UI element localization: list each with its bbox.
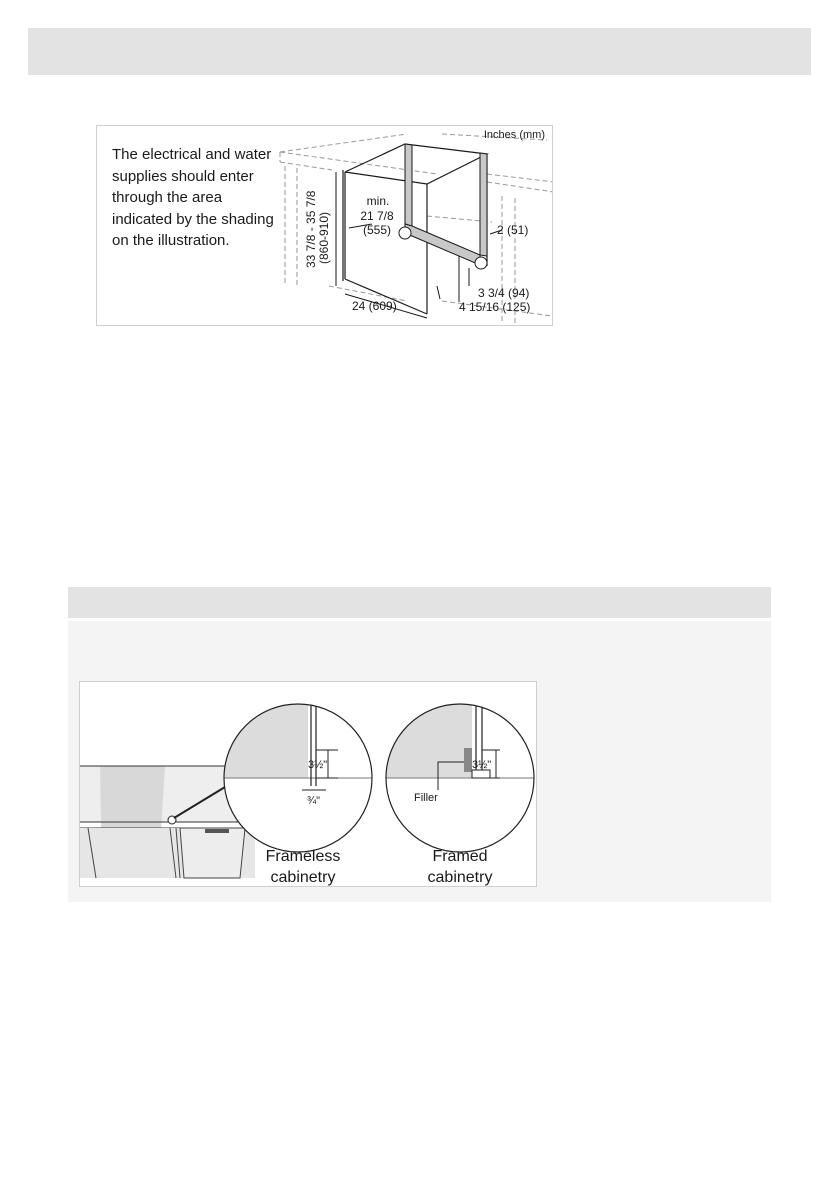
frameless-gap-label: ¾" bbox=[307, 795, 321, 807]
vertical-dimension-label-2: 4 15/16 (125) bbox=[459, 300, 531, 314]
framed-caption-line1: Framed bbox=[432, 848, 488, 865]
supply-shading bbox=[399, 144, 487, 269]
side-dimension-label: 2 (51) bbox=[497, 223, 529, 237]
frameless-caption-line2: cabinetry bbox=[270, 869, 336, 886]
height-dimension-mm-label: (860-910) bbox=[317, 211, 331, 264]
units-label: Inches (mm) bbox=[483, 129, 545, 141]
frameless-caption bbox=[250, 846, 356, 887]
supply-note: The electrical and water supplies should enter through the area indicated by the shading on the illustration. bbox=[112, 146, 274, 249]
height-dimension-label: 33 7/8 - 35 7/8 bbox=[304, 190, 318, 268]
vertical-dimension-label-1: 3 3/4 (94) bbox=[478, 286, 530, 300]
framed-dimension-label: 3½" bbox=[472, 759, 492, 771]
installation-dimensions-figure bbox=[96, 125, 553, 326]
installation-diagram bbox=[97, 126, 553, 326]
top-header-bar bbox=[28, 28, 811, 75]
frameless-caption-line1: Frameless bbox=[265, 848, 341, 865]
frameless-dimension-label: 3½" bbox=[308, 759, 328, 771]
min-width-label: 21 7/8 bbox=[360, 209, 394, 223]
depth-dimension-label: 24 (609) bbox=[352, 299, 397, 313]
filler-label: Filler bbox=[414, 792, 438, 804]
min-width-mm-label: (555) bbox=[362, 223, 392, 237]
min-label: min. bbox=[366, 194, 390, 208]
cabinetry-figure bbox=[79, 681, 537, 887]
section-header-bar bbox=[68, 587, 771, 618]
framed-caption-line2: cabinetry bbox=[427, 869, 493, 886]
framed-caption bbox=[408, 846, 512, 887]
